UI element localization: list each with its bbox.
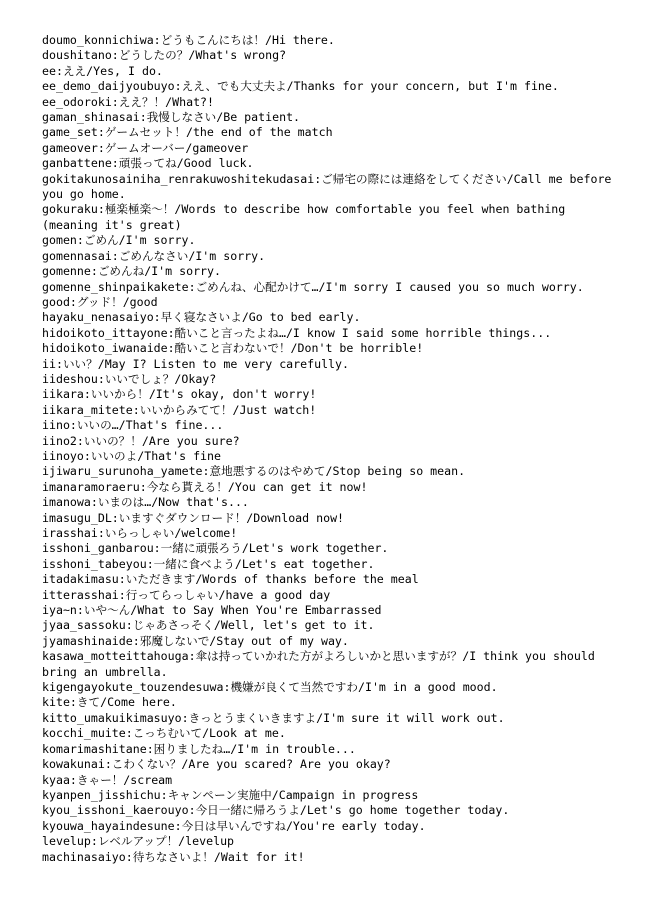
phrase-entry: ee:ええ/Yes, I do.: [42, 63, 163, 78]
phrase-entry: iino:いいの…/That's fine...: [42, 418, 224, 433]
phrase-entry: iideshou:いいでしょ？/Okay?: [42, 371, 217, 386]
phrase-entry: ijiwaru_surunoha_yamete:意地悪するのはやめて/Stop being so mean.: [42, 464, 466, 479]
phrase-entry: gomennasai:ごめんなさい/I'm sorry.: [42, 248, 266, 263]
phrase-entry: iinoyo:いいのよ/That's fine: [42, 448, 221, 463]
phrase-entry: kyanpen_jisshichu:キャンペーン実施中/Campaign in progress: [42, 787, 419, 802]
phrase-entry: isshoni_ganbarou:一緒に頑張ろう/Let's work together.: [42, 541, 389, 556]
phrase-entry: jyaa_sassoku:じゃあさっそく/Well, let's get to it.: [42, 618, 375, 633]
phrase-entry: gomenne:ごめんね/I'm sorry.: [42, 264, 221, 279]
phrase-entry: kocchi_muite:こっちむいて/Look at me.: [42, 726, 286, 741]
phrase-entry: jyamashinaide:邪魔しないで/Stay out of my way.: [42, 633, 349, 648]
phrase-entry: iino2:いいの？！/Are you sure?: [42, 433, 240, 448]
phrase-entry: ganbattene:頑張ってね/Good luck.: [42, 156, 254, 171]
phrase-entry: ee_demo_daijyoubuyo:ええ、でも大丈夫よ/Thanks for your concern, but I'm fine.: [42, 79, 559, 94]
phrase-list: [42, 33, 622, 865]
phrase-entry: imasugu_DL:いますぐダウンロード！/Download now!: [42, 510, 345, 525]
phrase-entry: komarimashitane:困りましたね…/I'm in trouble...: [42, 741, 356, 756]
phrase-entry: kyouwa_hayaindesune:今日は早いんですね/You're early today.: [42, 818, 426, 833]
phrase-entry: gokitakunosainiha_renrakuwoshitekudasai:ご帰宅の際には連絡をしてください/Call me before you go home.: [42, 171, 619, 202]
phrase-entry: gomen:ごめん/I'm sorry.: [42, 233, 196, 248]
phrase-entry: hidoikoto_ittayone:酷いこと言ったよね…/I know I said some horrible things...: [42, 325, 552, 340]
phrase-entry: imanaramoraeru:今なら貰える！/You can get it now!: [42, 479, 368, 494]
phrase-entry: iikara_mitete:いいからみてて！/Just watch!: [42, 402, 317, 417]
phrase-entry: isshoni_tabeyou:一緒に食べよう/Let's eat together.: [42, 556, 375, 571]
phrase-entry: kitto_umakuikimasuyo:きっとうまくいきますよ/I'm sure it will work out.: [42, 710, 505, 725]
phrase-entry: gokuraku:極楽極楽～！/Words to describe how comfortable you feel when bathing (meaning it's great): [42, 202, 573, 232]
phrase-entry: kasawa_motteittahouga:傘は持っていかれた方がよろしいかと思いますが？/I think you should bring an umbrella.: [42, 649, 602, 679]
phrase-entry: gomenne_shinpaikakete:ごめんね、心配かけて…/I'm sorry I caused you so much worry.: [42, 279, 584, 294]
phrase-entry: irasshai:いらっしゃい/welcome!: [42, 526, 238, 540]
phrase-entry: kigengayokute_touzendesuwa:機嫌が良くて当然ですわ/I'm in a good mood.: [42, 680, 498, 695]
phrase-entry: kyaa:きゃー！/scream: [42, 772, 173, 787]
phrase-entry: itadakimasu:いただきます/Words of thanks before the meal: [42, 572, 419, 587]
phrase-entry: iya~n:いや～ん/What to Say When You're Embarrassed: [42, 603, 382, 618]
phrase-entry: doumo_konnichiwa:どうもこんにちは！/Hi there.: [42, 33, 335, 47]
phrase-entry: ee_odoroki:ええ？！/What?!: [42, 94, 215, 109]
phrase-entry: ii:いい？/May I? Listen to me very carefully.: [42, 356, 350, 371]
phrase-entry: iikara:いいから！/It's okay, don't worry!: [42, 387, 317, 402]
phrase-entry: doushitano:どうしたの？/What's wrong?: [42, 48, 287, 63]
phrase-entry: game_set:ゲームセット！/the end of the match: [42, 125, 333, 140]
phrase-entry: itterasshai:行ってらっしゃい/have a good day: [42, 587, 331, 602]
phrase-entry: machinasaiyo:待ちなさいよ！/Wait for it!: [42, 849, 305, 864]
phrase-entry: kite:きて/Come here.: [42, 695, 177, 710]
phrase-entry: gameover:ゲームオーバー/gameover: [42, 140, 249, 155]
phrase-entry: kyou_isshoni_kaerouyo:今日一緒に帰ろうよ/Let's go home together today.: [42, 803, 510, 818]
phrase-entry: good:グッド！/good: [42, 294, 158, 309]
phrase-entry: hayaku_nenasaiyo:早く寝なさいよ/Go to bed early.: [42, 310, 361, 325]
phrase-entry: imanowa:いまのは…/Now that's...: [42, 495, 249, 510]
phrase-entry: kowakunai:こわくない？/Are you scared? Are you okay?: [42, 757, 391, 772]
phrase-entry: gaman_shinasai:我慢しなさい/Be patient.: [42, 110, 301, 125]
phrase-entry: hidoikoto_iwanaide:酷いこと言わないで！/Don't be horrible!: [42, 341, 424, 356]
phrase-entry: levelup:レベルアップ！/levelup: [42, 834, 235, 849]
